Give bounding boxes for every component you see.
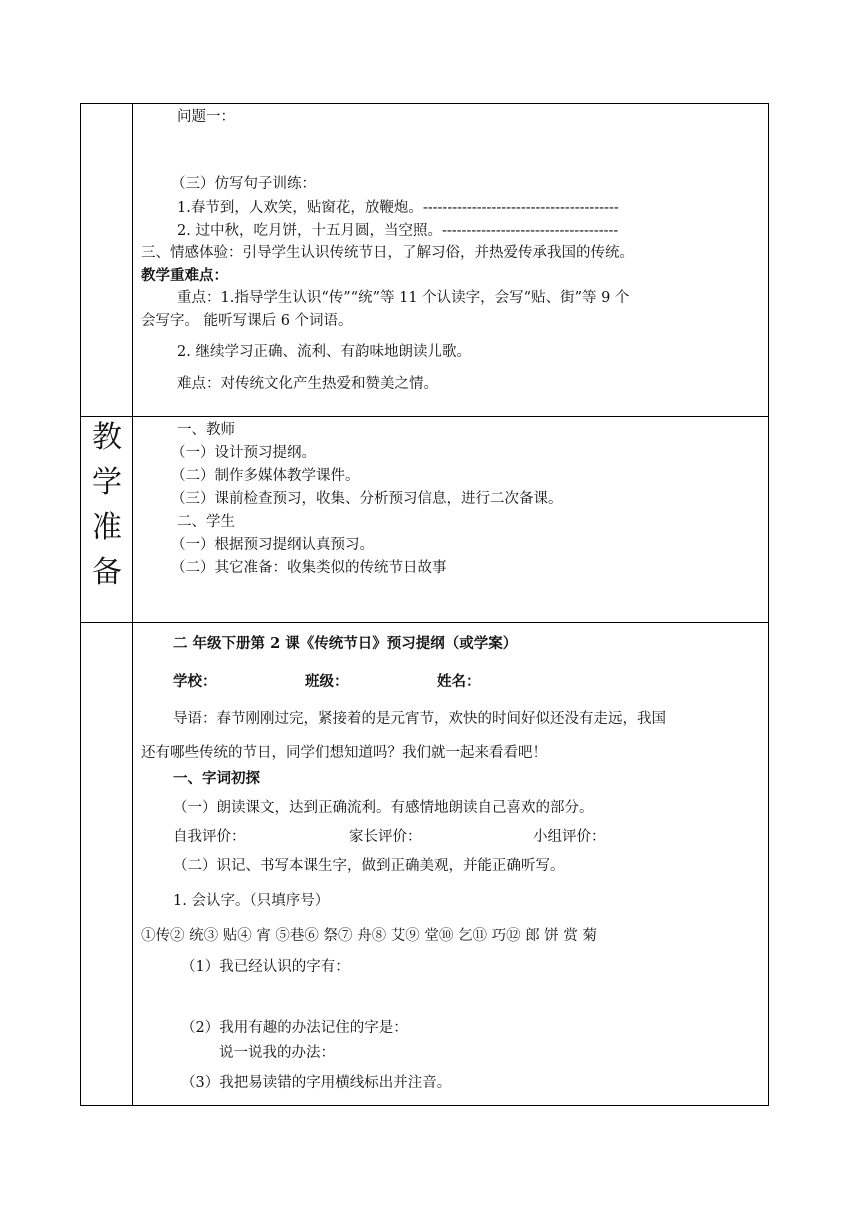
question-2: （2）我用有趣的办法记住的字是： [181, 1020, 408, 1036]
question-2-sub: 说一说我的办法： [219, 1045, 335, 1061]
intro-line-2: 还有哪些传统的节日，同学们想知道吗？我们就一起来看看吧！ [141, 745, 547, 761]
row-label-empty-2 [81, 623, 133, 1106]
label-char-3: 准 [92, 510, 122, 545]
key-point-1b: 会写字。 能听写课后 6 个词语。 [141, 313, 353, 329]
preparation-row [81, 417, 769, 623]
prep-line-1: 一、教师 [177, 422, 235, 438]
recognize-title: 1. 会认字。（只填序号） [173, 893, 330, 909]
guide-title: 二 年级下册第 2 课《传统节日》预习提纲（或学案） [173, 635, 518, 652]
objectives-row [81, 104, 769, 417]
prep-line-4: （三）课前检查预习，收集、分析预习信息，进行二次备课。 [171, 491, 563, 507]
imitation-title: （三）仿写句子训练： [171, 176, 316, 192]
prep-line-5: 二、学生 [177, 514, 235, 530]
preparation-cell [133, 417, 769, 623]
school-label: 学校： [173, 673, 217, 690]
imitation-line-1: 1.春节到，人欢笑，贴窗花，放鞭炮。---------------------------------------- [177, 200, 619, 216]
row-label-empty [81, 104, 133, 417]
prep-line-2: （一）设计预习提纲。 [171, 445, 316, 461]
key-point-1a: 重点：1.指导学生认识“传”“统”等 11 个认读字，会写“贴、街”等 9 个 [177, 290, 630, 306]
prep-line-6: （一）根据预习提纲认真预习。 [171, 537, 374, 553]
question-3: （3）我把易读错的字用横线标出并注音。 [181, 1075, 452, 1091]
emotion-goal: 三、情感体验：引导学生认识传统节日，了解习俗，并热爱传承我国的传统。 [141, 245, 634, 261]
read-task: （一）朗读课文，达到正确流利。有感情地朗读自己喜欢的部分。 [173, 800, 594, 816]
prep-line-7: （二）其它准备：收集类似的传统节日故事 [171, 560, 447, 576]
group-eval-label: 小组评价： [533, 829, 606, 845]
imitation-line-2: 2. 过中秋，吃月饼，十五月圆，当空照。------------------------------------ [177, 223, 619, 239]
parent-eval-label: 家长评价： [349, 829, 422, 845]
class-label: 班级： [305, 673, 349, 690]
key-points-heading: 教学重难点： [141, 267, 228, 284]
write-task: （二）识记、书写本课生字，做到正确美观，并能正确听写。 [173, 858, 565, 874]
question-one: 问题一： [177, 109, 235, 125]
study-guide-cell [133, 623, 769, 1106]
intro-line-1: 导语：春节刚刚过完，紧接着的是元宵节，欢快的时间好似还没有走远，我国 [173, 711, 666, 727]
preparation-label-cell [81, 417, 133, 623]
key-point-2: 2. 继续学习正确、流利、有韵味地朗读儿歌。 [177, 344, 471, 360]
study-guide-row [81, 623, 769, 1106]
char-list: ①传② 统③ 贴④ 宵 ⑤巷⑥ 祭⑦ 舟⑧ 艾⑨ 堂⑩ 乞⑪ 巧⑫ 郎 饼 赏 菊 [141, 928, 598, 944]
question-1: （1）我已经认识的字有： [181, 959, 350, 975]
part1-heading: 一、字词初探 [173, 770, 260, 787]
objectives-cell [133, 104, 769, 417]
self-eval-label: 自我评价： [173, 829, 246, 845]
difficulty: 难点：对传统文化产生热爱和赞美之情。 [177, 376, 438, 392]
label-char-1: 教 [92, 420, 122, 455]
name-label: 姓名： [437, 673, 481, 690]
lesson-plan-table [80, 103, 769, 1106]
label-char-4: 备 [92, 555, 122, 590]
label-char-2: 学 [92, 465, 122, 500]
prep-line-3: （二）制作多媒体教学课件。 [171, 468, 360, 484]
